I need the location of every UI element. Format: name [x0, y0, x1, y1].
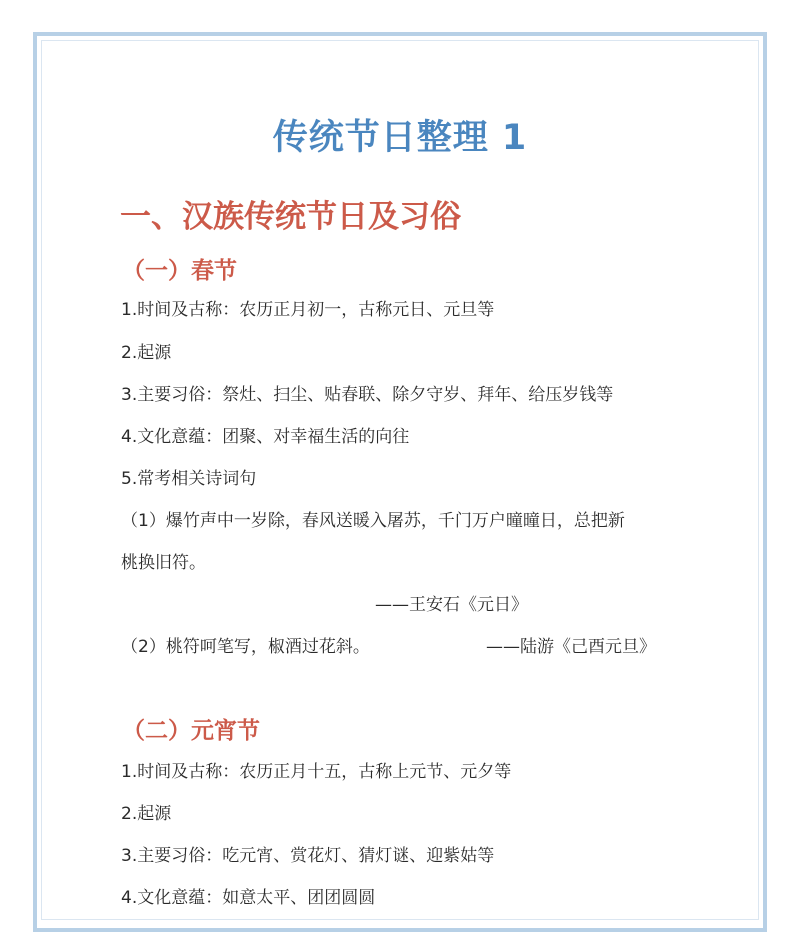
lantern-item-customs: 3.主要习俗：吃元宵、赏花灯、猜灯谜、迎紫姑等	[121, 846, 495, 866]
lantern-festival-heading: （二）元宵节	[122, 718, 260, 744]
spring-item-poems: 5.常考相关诗词句	[121, 469, 257, 489]
spring-item-meaning: 4.文化意蕴：团聚、对幸福生活的向往	[121, 427, 410, 447]
spring-item-time: 1.时间及古称：农历正月初一，古称元日、元旦等	[121, 300, 495, 320]
poem-2: （2）桃符呵笔写，椒酒过花斜。	[121, 637, 370, 657]
lantern-item-meaning: 4.文化意蕴：如意太平、团团圆圆	[121, 888, 376, 908]
poem-1-line-1: （1）爆竹声中一岁除，春风送暖入屠苏，千门万户曈曈日，总把新	[121, 511, 625, 531]
lantern-item-time: 1.时间及古称：农历正月十五，古称上元节、元夕等	[121, 762, 512, 782]
section-heading: 一、汉族传统节日及习俗	[120, 199, 461, 235]
spring-item-origin: 2.起源	[121, 343, 172, 363]
poem-2-attribution: ——陆游《己酉元旦》	[486, 637, 656, 657]
poem-1-attribution: ——王安石《元日》	[375, 595, 528, 615]
spring-item-customs: 3.主要习俗：祭灶、扫尘、贴春联、除夕守岁、拜年、给压岁钱等	[121, 385, 614, 405]
poem-1-line-2: 桃换旧符。	[121, 553, 206, 573]
page-title: 传统节日整理 1	[272, 118, 528, 158]
lantern-item-origin: 2.起源	[121, 804, 172, 824]
spring-festival-heading: （一）春节	[122, 258, 237, 284]
